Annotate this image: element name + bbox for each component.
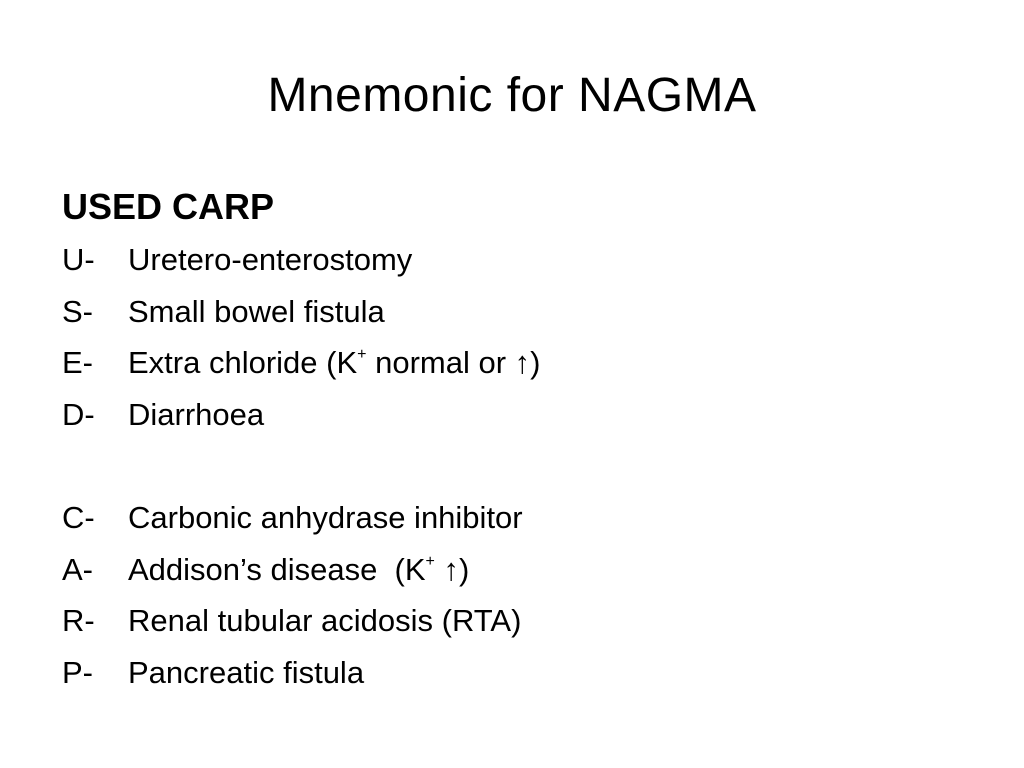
item-text: Carbonic anhydrase inhibitor (128, 500, 523, 535)
item-letter: A- (62, 551, 93, 587)
item-text: Renal tubular acidosis (RTA) (128, 603, 522, 638)
list-item-d (62, 389, 962, 441)
list-item-r (62, 595, 962, 647)
item-text: Small bowel fistula (128, 293, 385, 329)
item-letter: R- (62, 603, 95, 638)
item-letter: E- (62, 345, 93, 380)
item-letter: U- (62, 242, 95, 277)
item-letter: D- (62, 396, 95, 432)
item-text-after: ↑) (434, 551, 470, 587)
item-letter: C- (62, 500, 95, 535)
list-item-e (62, 337, 962, 389)
item-text: Addison’s disease (K (128, 551, 426, 587)
superscript-plus: + (425, 552, 435, 570)
item-text-wrap (128, 544, 469, 596)
superscript-plus: + (357, 346, 367, 363)
list-item-u (62, 234, 962, 286)
list-item-p (62, 647, 962, 699)
item-text: Uretero-enterostomy (128, 242, 413, 277)
mnemonic-heading: USED CARP (62, 186, 275, 227)
item-text-wrap (128, 337, 540, 389)
item-text: Diarrhoea (128, 396, 265, 432)
list-spacer (62, 440, 962, 492)
item-letter: S- (62, 293, 93, 329)
list-item-s (62, 286, 962, 338)
slide-title: Mnemonic for NAGMA (267, 69, 757, 122)
item-text: Extra chloride (K (128, 345, 358, 380)
item-text: Pancreatic fistula (128, 654, 365, 690)
mnemonic-list (62, 180, 962, 698)
list-item-a (62, 544, 962, 596)
list-item-c (62, 492, 962, 544)
item-letter: P- (62, 654, 93, 690)
item-text-after: normal or ↑) (366, 345, 541, 380)
